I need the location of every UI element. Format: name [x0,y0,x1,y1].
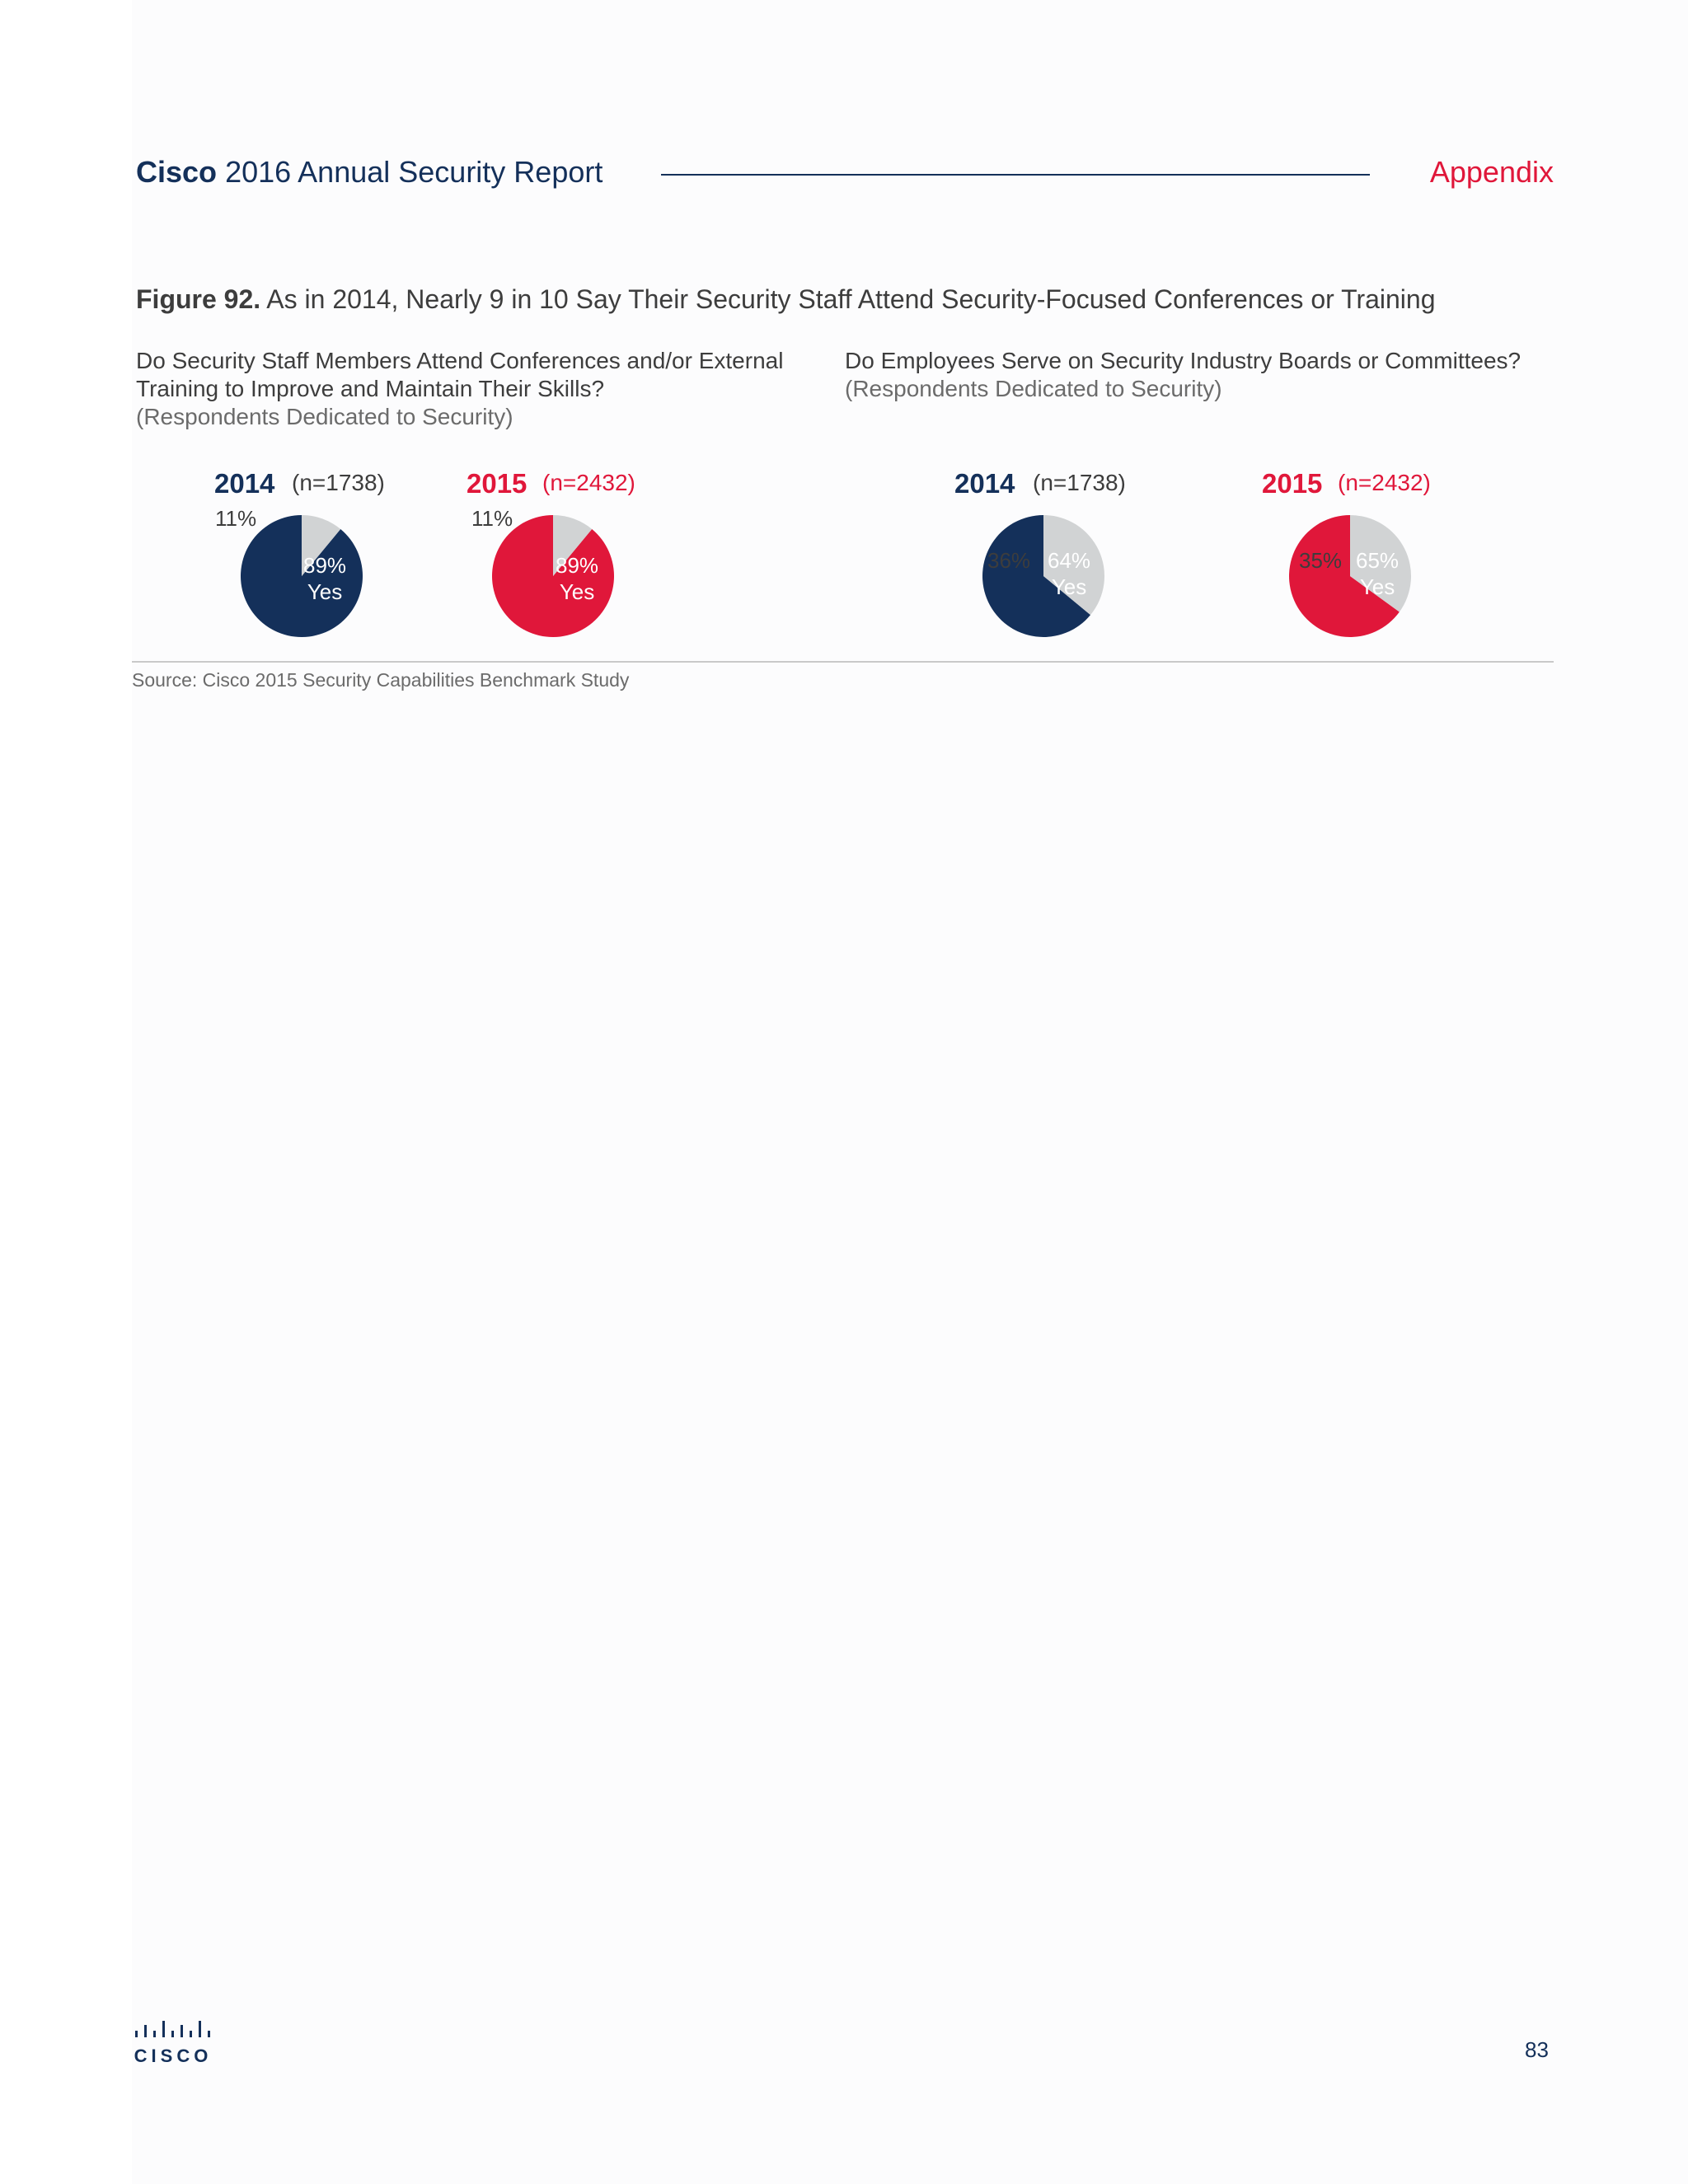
source-note: Source: Cisco 2015 Security Capabilities Benchmark Study [132,669,630,691]
report-name: 2016 Annual Security Report [225,155,603,189]
chart-2-title: Do Employees Serve on Security Industry Boards or Committees? [845,348,1522,373]
chart-2-subtitle: (Respondents Dedicated to Security) [845,376,1222,401]
pie-2-year: 2015 [467,468,528,499]
pie-1-yes-text: Yes [307,579,343,604]
figure-bottom-divider [132,661,1554,663]
pie-2-yes-text: Yes [559,579,595,604]
pie-1-year: 2014 [214,468,275,499]
figure-title-text: As in 2014, Nearly 9 in 10 Say Their Security Staff Attend Security-Focused Conferences or Training [266,284,1436,314]
pie-3-sample-size: (n=1738) [1033,470,1126,495]
section-label: Appendix [1429,155,1554,189]
pie-4-other-label: 35% [1299,548,1343,573]
pie-4-yes-text: Yes [1359,574,1395,599]
pie-2-yes-percent: 89% [556,553,599,578]
page-number: 83 [1525,2037,1549,2062]
report-title [136,155,603,190]
header-divider [661,174,1370,176]
pie-3-other-label: 36% [987,548,1031,573]
figure-label: Figure 92. [136,284,261,314]
pie-1-yes-label [303,552,346,605]
pie-2-sample-size: (n=2432) [542,470,635,495]
brand-name: Cisco [136,155,218,189]
cisco-logo [132,2021,214,2066]
pie-2-other-label: 11% [471,506,513,531]
pie-3-year: 2014 [954,468,1015,499]
pie-1-other-label: 11% [215,506,257,531]
pie-2-yes-label [556,552,598,605]
pie-1-sample-size: (n=1738) [292,470,385,495]
cisco-bridge-icon [132,2021,214,2044]
pie-3-yes-text: Yes [1051,574,1087,599]
pie-4-sample-size: (n=2432) [1338,470,1431,495]
pie-4-year: 2015 [1262,468,1323,499]
chart-2-question [845,347,1587,403]
pie-3-yes-percent: 64% [1048,548,1091,573]
chart-1-question [136,347,795,431]
page-background [132,0,1688,2184]
chart-1-title: Do Security Staff Members Attend Conferences and/or External Training to Improve and Maintain Their Skills? [136,348,784,401]
pie-4-yes-label [1356,547,1399,600]
pie-4-yes-percent: 65% [1356,548,1400,573]
pie-3-yes-label [1048,547,1090,600]
report-header [136,155,1554,196]
pie-1-yes-percent: 89% [303,553,347,578]
figure-title [136,284,1436,315]
cisco-wordmark: CISCO [134,2046,213,2066]
chart-1-subtitle: (Respondents Dedicated to Security) [136,404,513,429]
